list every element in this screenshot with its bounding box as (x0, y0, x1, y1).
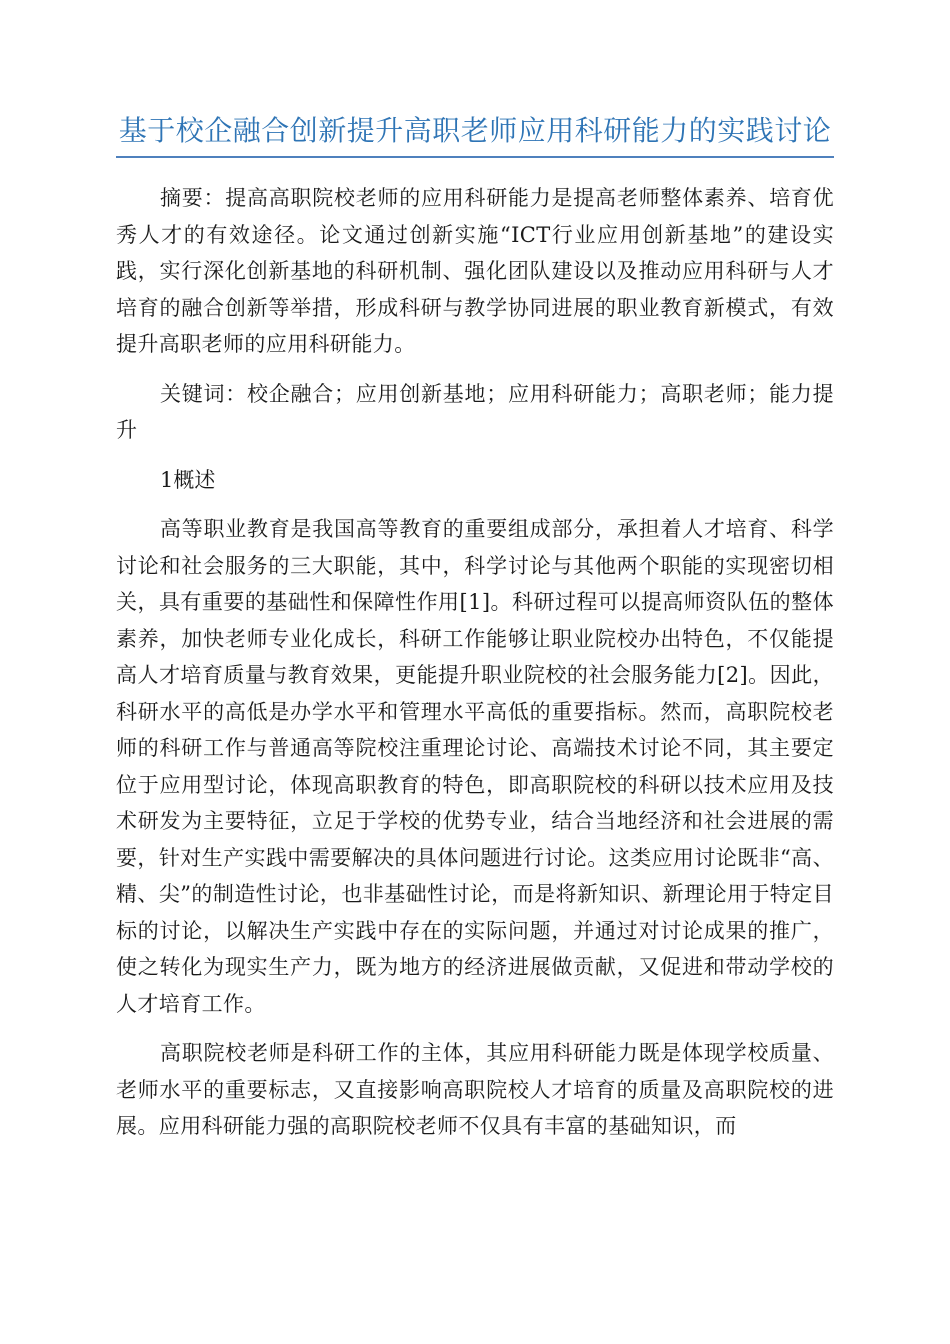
body-paragraph-1: 高等职业教育是我国高等教育的重要组成部分，承担着人才培育、科学讨论和社会服务的三大职能，其中，科学讨论与其他两个职能的实现密切相关，具有重要的基础性和保障性作用[1]。科研过程可以提高师资队伍的整体素养，加快老师专业化成长，科研工作能够让职业院校办出特色，不仅能提高人才培育质量与教育效果，更能提升职业院校的社会服务能力[2]。因此，科研水平的高低是办学水平和管理水平高低的重要指标。然而，高职院校老师的科研工作与普通高等院校注重理论讨论、高端技术讨论不同，其主要定位于应用型讨论，体现高职教育的特色，即高职院校的科研以技术应用及技术研发为主要特征，立足于学校的优势专业，结合当地经济和社会进展的需要，针对生产实践中需要解决的具体问题进行讨论。这类应用讨论既非“高、精、尖”的制造性讨论，也非基础性讨论，而是将新知识、新理论用于特定目标的讨论，以解决生产实践中存在的实际问题，并通过对讨论成果的推广，使之转化为现实生产力，既为地方的经济进展做贡献，又促进和带动学校的人才培育工作。 (116, 517, 834, 1016)
title-underline (116, 156, 834, 158)
section-heading: 1概述 (160, 467, 216, 492)
body-paragraph-2: 高职院校老师是科研工作的主体，其应用科研能力既是体现学校质量、老师水平的重要标志，又直接影响高职院校人才培育的质量及高职院校的进展。应用科研能力强的高职院校老师不仅具有丰富的基础知识，而 (116, 1041, 834, 1138)
keywords-paragraph: 关键词：校企融合；应用创新基地；应用科研能力；高职老师；能力提升 (116, 381, 834, 442)
document-page (116, 112, 834, 1158)
abstract-paragraph: 摘要：提高高职院校老师的应用科研能力是提高老师整体素养、培育优秀人才的有效途径。论文通过创新实施“ICT行业应用创新基地”的建设实践，实行深化创新基地的科研机制、强化团队建设以及推动应用科研与人才培育的融合创新等举措，形成科研与教学协同进展的职业教育新模式，有效提升高职老师的应用科研能力。 (116, 186, 834, 356)
document-title: 基于校企融合创新提升高职老师应用科研能力的实践讨论 (118, 114, 832, 147)
